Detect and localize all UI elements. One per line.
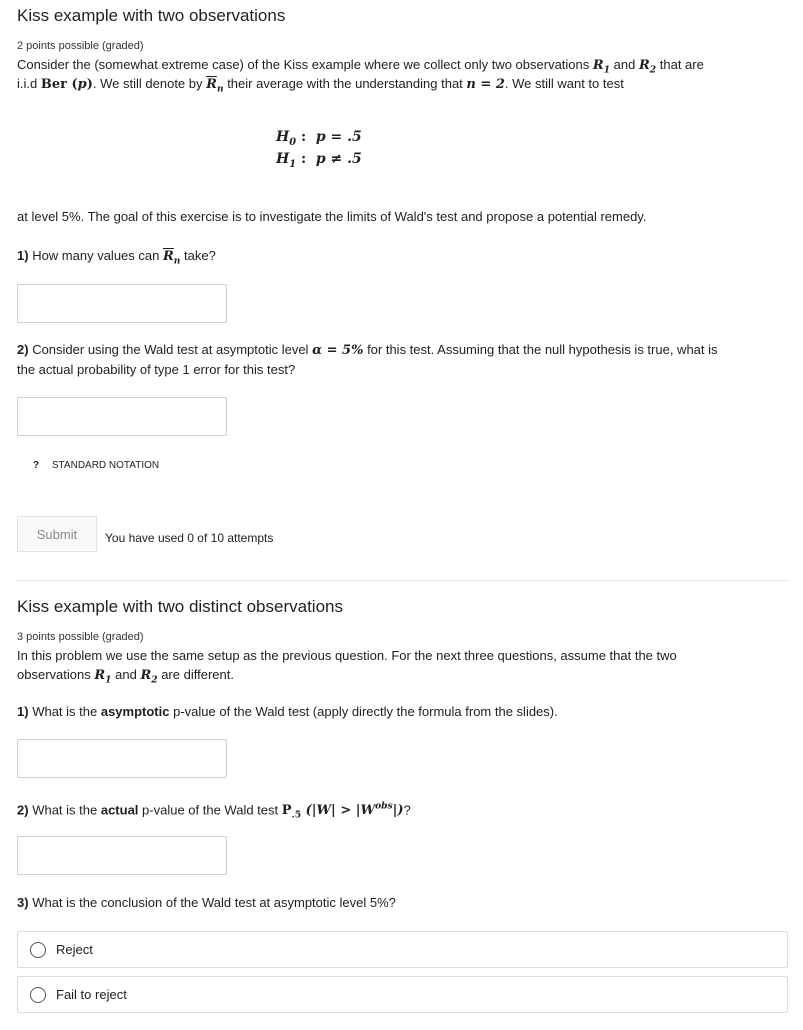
radio-reject[interactable] [30,942,46,958]
problem1-points: 2 points possible (graded) [17,40,144,52]
problem2-intro: In this problem we use the same setup as the previous question. For the next three questions, assume that the two observations $R_1$ and $R_2$ are different. [17,648,677,686]
problem2-q1-answer-input[interactable] [17,739,227,778]
problem1-title: Kiss example with two observations [17,6,286,25]
option-reject-label: Reject [56,942,93,957]
problem2-question3: 3) What is the conclusion of the Wald test at asymptotic level 5%? [17,895,396,910]
alternative-hypothesis: $H_1$ : p ≠ .5 [276,151,362,170]
option-fail-to-reject[interactable] [17,976,788,1013]
section-divider [17,580,788,581]
submit-button[interactable]: Submit [17,516,97,552]
problem1-q1-answer-input[interactable] [17,284,227,323]
problem1-intro-line2: i.i.d Ber (p). We still denote by $\overline{R}_n$ their average with the understanding that n = 2. We still want to test [17,76,624,95]
attempts-counter: You have used 0 of 10 attempts [105,531,274,545]
p-value-formula: $P_{.5}$ $(|W| > |W^{obs}|)$ [281,801,404,821]
option-fail-to-reject-label: Fail to reject [56,987,127,1002]
problem2-points: 3 points possible (graded) [17,631,144,643]
problem1-level-text: at level 5%. The goal of this exercise is to investigate the limits of Wald's test and propose a potential remedy. [17,209,647,224]
standard-notation-link[interactable]: ? STANDARD NOTATION [33,460,160,471]
hypothesis-block [276,129,362,173]
problem1-q2-answer-input[interactable] [17,397,227,436]
help-icon: ? [33,460,40,471]
radio-fail-to-reject[interactable] [30,987,46,1003]
problem2-question2: 2) What is the actual p-value of the Wald test $P_{.5}$ $(|W| > |W^{obs}|)$? [17,801,411,821]
problem2-title: Kiss example with two distinct observations [17,597,343,616]
null-hypothesis: $H_0$ : p = .5 [276,129,362,148]
problem1-intro-line1: Consider the (somewhat extreme case) of the Kiss example where we collect only two observations $R_1$ and $R_2$ that are [17,57,704,76]
option-reject[interactable] [17,931,788,968]
problem2-q2-answer-input[interactable] [17,836,227,875]
problem1-question1: 1) How many values can $\overline{R}_n$ take? [17,248,216,267]
problem2-question1: 1) What is the asymptotic p-value of the Wald test (apply directly the formula from the slides). [17,704,558,719]
problem1-question2: 2) Consider using the Wald test at asymptotic level α = 5% for this test. Assuming that the null hypothesis is true, what is the actual probability of type 1 error for this test? [17,342,718,377]
